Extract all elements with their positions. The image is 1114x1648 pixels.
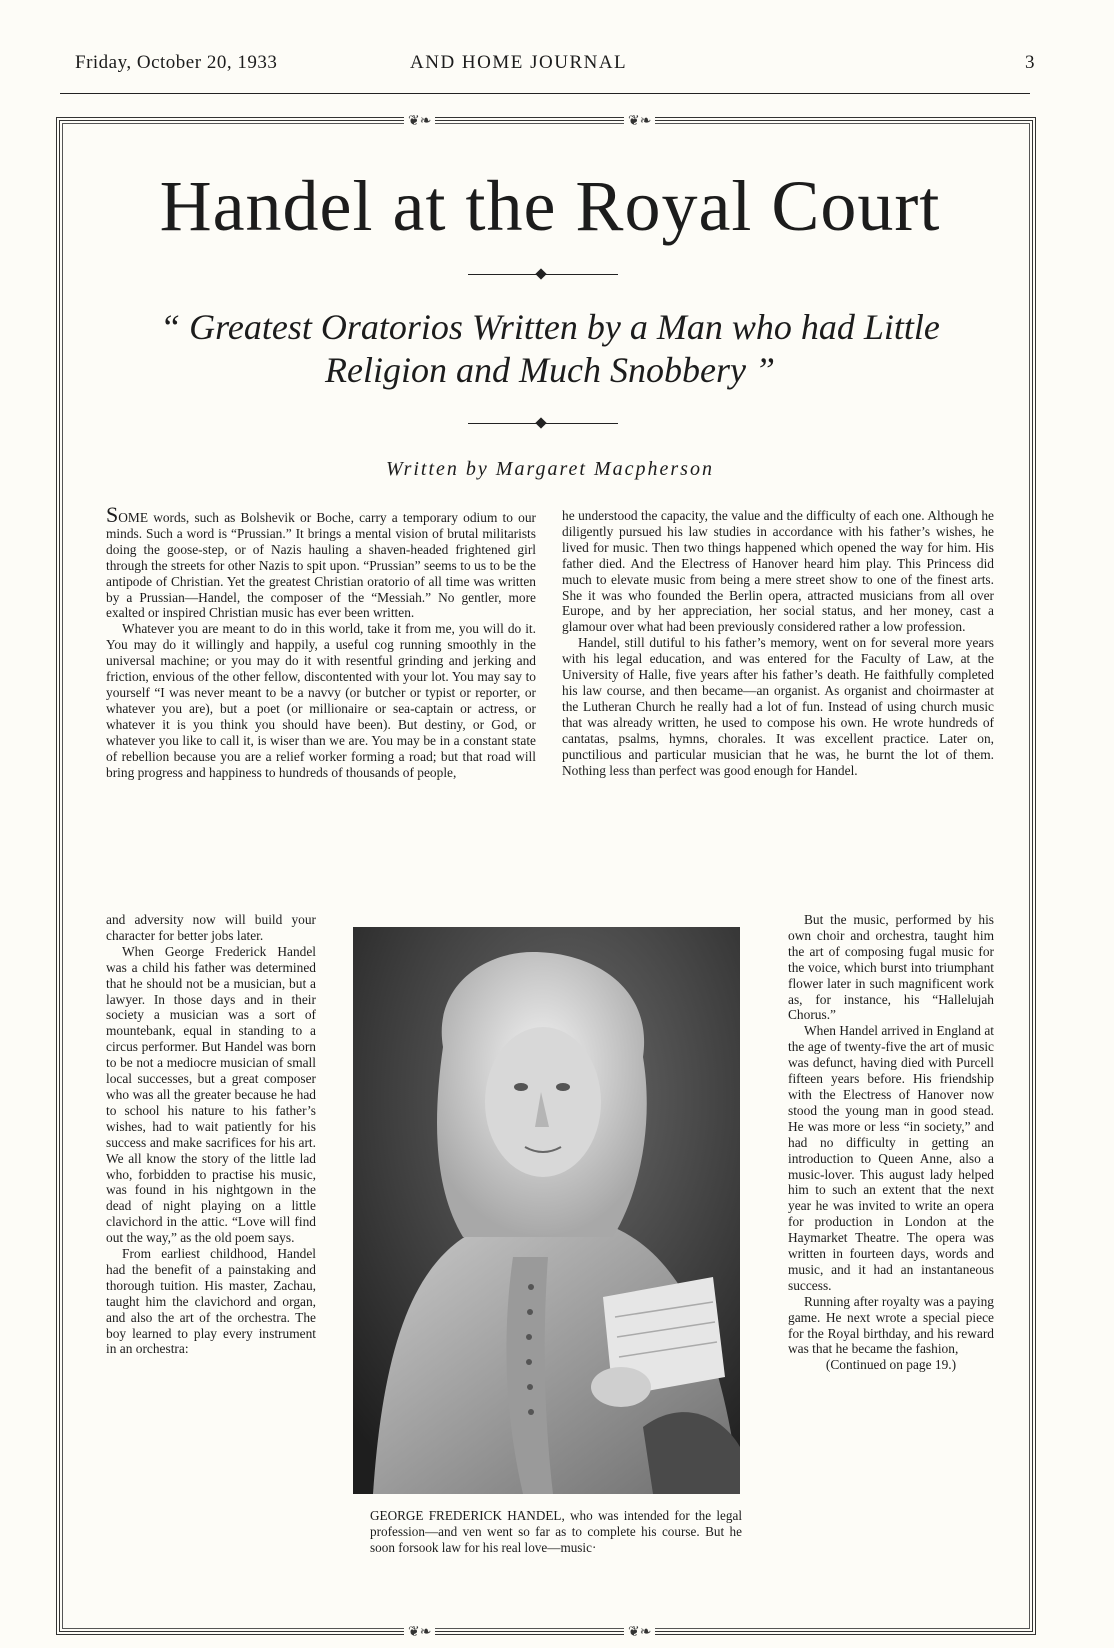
- frame-ornament-bottom-right: ❦❧: [624, 1624, 655, 1641]
- title-divider: [468, 268, 618, 280]
- article-byline: Written by Margaret Macpherson: [386, 458, 714, 480]
- article-subtitle: “ Greatest Oratorios Written by a Man who had Little Religion and Much Snobbery ”: [160, 307, 940, 390]
- page-number: 3: [1025, 52, 1035, 73]
- paragraph: Handel, still dutiful to his father’s memory, went on for several more years with his legal education, and was entered for the Faculty of Law, at the University of Halle, five years after his father’s death. He faithfully completed his law course, and then became—an organist. As organist and choirmaster at the Lutheran Church he really had a lot of fun. Instead of using church music that was already written, he used to compose his own. He wrote hundreds of cantatas, psalms, hymns, chorales. It was excellent practice. Later on, punctilious and particular musician that he was, he burnt the lot of them. Nothing less than perfect was good enough for Handel.: [562, 635, 994, 778]
- handel-portrait-image: [353, 927, 740, 1494]
- drop-cap: S: [106, 502, 119, 527]
- page-header: [75, 52, 1035, 82]
- paragraph: When Handel arrived in England at the age of twenty-five the art of music was defunct, having died with Purcell fifteen years before. His friendship with the Electress of Hanover now stood the young man in good stead. He was more or less “in society,” and had no difficulty in getting an introduction to Queen Anne, also a music-lover. This august lady helped him to such an extent that the next year he was invited to write an opera for production in London at the Haymarket Theatre. The opera was written in fourteen days, words and music, and it had an instantaneous success.: [788, 1023, 994, 1293]
- frame-ornament-top-left: ❦❧: [404, 113, 435, 130]
- column-1-top: [106, 502, 536, 780]
- continued-note: (Continued on page 19.): [825, 1357, 957, 1373]
- portrait-caption: GEORGE FREDERICK HANDEL, who was intended for the legal profession—and ven went so far as to complete his course. But he soon forsook law for his real love—music·: [370, 1508, 742, 1555]
- paragraph: Whatever you are meant to do in this world, take it from me, you will do it. You may do it willingly and happily, a useful cog running smoothly in the universal machine; or you may do it with resentful grinding and jerking and friction, envious of the other fellow, discontented with your lot. You may say to yourself “I was never meant to be a navvy (or butcher or typist or reporter, or whatever you are), but a poet (or millionaire or sea-captain or actress, or whatever it is you think you should have been). But destiny, or God, or whatever you like to call it, is wiser than we are. You may be in a constant state of rebellion because you are a relief worker forming a road; but that road will bring progress and happiness to hundreds of thousands of people,: [106, 621, 536, 780]
- frame-ornament-top-right: ❦❧: [624, 113, 655, 130]
- header-rule: [60, 93, 1030, 94]
- paragraph: When George Frederick Handel was a child his father was determined that he should not be a musician, but a lawyer. In those days and in their society a musician was a sort of mountebank, equal in standing to a circus performer. But Handel was born to be not a mediocre musician of small local successes, but a great composer who was all the greater because he had to school his nature to his father’s wishes, had to wait patiently for his success and make sacrifices for his art. We all know the story of the little lad who, forbidden to practise his music, was found in his nightgown in the dead of night playing on a little clavichord in the attic. “Love will find out the way,” as the old poem says.: [106, 943, 316, 1246]
- paragraph-intro: SOME words, such as Bolshevik or Boche, carry a temporary odium to our minds. Such a word is “Prussian.” It brings a mental vision of brutal militarists doing the goose-step, or of Nazis hauling a shaven-headed frightened girl through the streets for other Nazis to spit upon. “Prussian” seems to us to be the antipode of Christian. Yet the greatest Christian oratorio of all time was written by a Prussian—Handel, the composer of the “Messiah.” No gentler, more exalted or inspired Christian music has ever been written.: [106, 502, 536, 621]
- journal-name: AND HOME JOURNAL: [410, 52, 628, 73]
- paragraph: Running after royalty was a paying game. He next wrote a special piece for the Royal birthday, and his reward was that he became the fashion,: [788, 1293, 994, 1357]
- subtitle-divider: [468, 417, 618, 429]
- paragraph: and adversity now will build your character for better jobs later.: [106, 912, 316, 943]
- paragraph: But the music, performed by his own choir and orchestra, taught him the art of composing fugal music for the voice, which burst into triumphant flower later in such magnificent work as, for instance, his “Hallelujah Chorus.”: [788, 912, 994, 1023]
- article-title: Handel at the Royal Court: [159, 166, 941, 246]
- paragraph: he understood the capacity, the value and the difficulty of each one. Although he diligently pursued his law studies in accordance with his father’s wishes, he lived for music. Then two things happened which opened the way for him. His father died. And the Electress of Hanover heard him play. This Princess did much to elevate music from being a mere street show to one of the finest arts. She it was who founded the Berlin opera, attracted musicians from all over Europe, and by her appreciation, her social status, and her money, cast a glamour over what had been previously considered rather a low profession.: [562, 508, 994, 635]
- paragraph: From earliest childhood, Handel had the benefit of a painstaking and thorough tuition. His master, Zachau, taught him the clavichord and organ, and also the art of the orchestra. The boy learned to play every instrument in an orchestra:: [106, 1246, 316, 1357]
- issue-date: Friday, October 20, 1933: [75, 52, 278, 73]
- column-1-narrow: [106, 912, 316, 1357]
- frame-ornament-bottom-left: ❦❧: [404, 1624, 435, 1641]
- column-2-narrow: [788, 912, 994, 1373]
- column-2-top: [562, 508, 994, 778]
- portrait-illustration: [353, 927, 740, 1494]
